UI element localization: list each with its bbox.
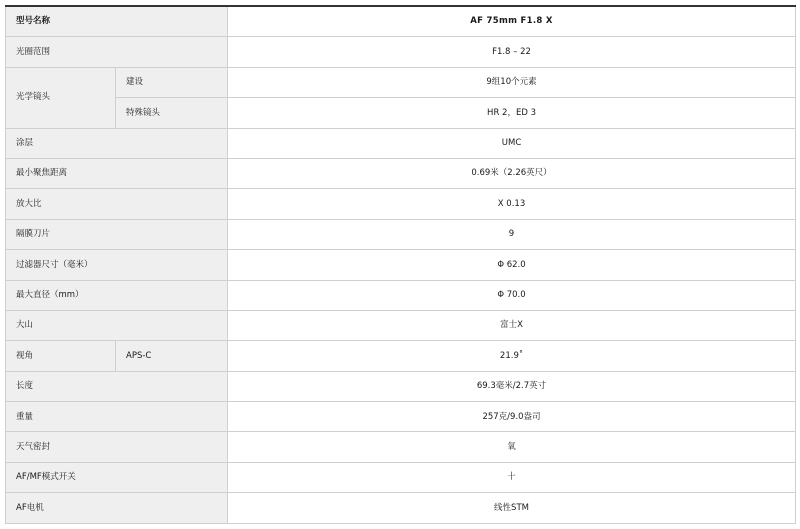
spec-table xyxy=(5,5,796,524)
model-name-value: AF 75mm F1.8 X xyxy=(228,6,796,37)
table-header-row xyxy=(6,6,796,37)
table-row xyxy=(6,341,796,371)
table-row xyxy=(6,158,796,188)
optics-label: 光学镜头 xyxy=(6,67,116,128)
table-row xyxy=(6,189,796,219)
table-row xyxy=(6,493,796,523)
magnification-label: 放大比 xyxy=(6,189,228,219)
blades-label: 隔膜刀片 xyxy=(6,219,228,249)
table-row xyxy=(6,67,796,97)
max-diameter-label: 最大直径（mm） xyxy=(6,280,228,310)
weather-seal-label: 天气密封 xyxy=(6,432,228,462)
max-diameter-value: Φ 70.0 xyxy=(228,280,796,310)
angle-label: 视角 xyxy=(6,341,116,371)
coating-value: UMC xyxy=(228,128,796,158)
magnification-value: X 0.13 xyxy=(228,189,796,219)
model-name-label: 型号名称 xyxy=(6,6,228,37)
table-row xyxy=(6,98,796,128)
spec-table-container xyxy=(5,5,795,524)
min-focus-value: 0.69米（2.26英尺） xyxy=(228,158,796,188)
construction-value: 9组10个元素 xyxy=(228,67,796,97)
table-row xyxy=(6,37,796,67)
table-row xyxy=(6,250,796,280)
filter-size-label: 过滤器尺寸（毫米） xyxy=(6,250,228,280)
coating-label: 涂层 xyxy=(6,128,228,158)
table-row xyxy=(6,371,796,401)
table-row xyxy=(6,128,796,158)
blades-value: 9 xyxy=(228,219,796,249)
weight-value: 257克/9.0盎司 xyxy=(228,402,796,432)
table-row xyxy=(6,219,796,249)
length-label: 长度 xyxy=(6,371,228,401)
weather-seal-value: 氧 xyxy=(228,432,796,462)
table-row xyxy=(6,402,796,432)
filter-size-value: Φ 62.0 xyxy=(228,250,796,280)
special-lens-value: HR 2，ED 3 xyxy=(228,98,796,128)
angle-sub-label: APS-C xyxy=(116,341,228,371)
table-row xyxy=(6,280,796,310)
af-motor-label: AF电机 xyxy=(6,493,228,523)
af-motor-value: 线性STM xyxy=(228,493,796,523)
construction-label: 建设 xyxy=(116,67,228,97)
table-row xyxy=(6,310,796,340)
aperture-label: 光圈范围 xyxy=(6,37,228,67)
table-row xyxy=(6,432,796,462)
weight-label: 重量 xyxy=(6,402,228,432)
length-value: 69.3毫米/2.7英寸 xyxy=(228,371,796,401)
min-focus-label: 最小聚焦距离 xyxy=(6,158,228,188)
aperture-value: F1.8 – 22 xyxy=(228,37,796,67)
special-lens-label: 特殊镜头 xyxy=(116,98,228,128)
mount-label: 大山 xyxy=(6,310,228,340)
table-row xyxy=(6,462,796,492)
mount-value: 富士X xyxy=(228,310,796,340)
af-mf-switch-label: AF/MF模式开关 xyxy=(6,462,228,492)
af-mf-switch-value: 十 xyxy=(228,462,796,492)
angle-value: 21.9˚ xyxy=(228,341,796,371)
